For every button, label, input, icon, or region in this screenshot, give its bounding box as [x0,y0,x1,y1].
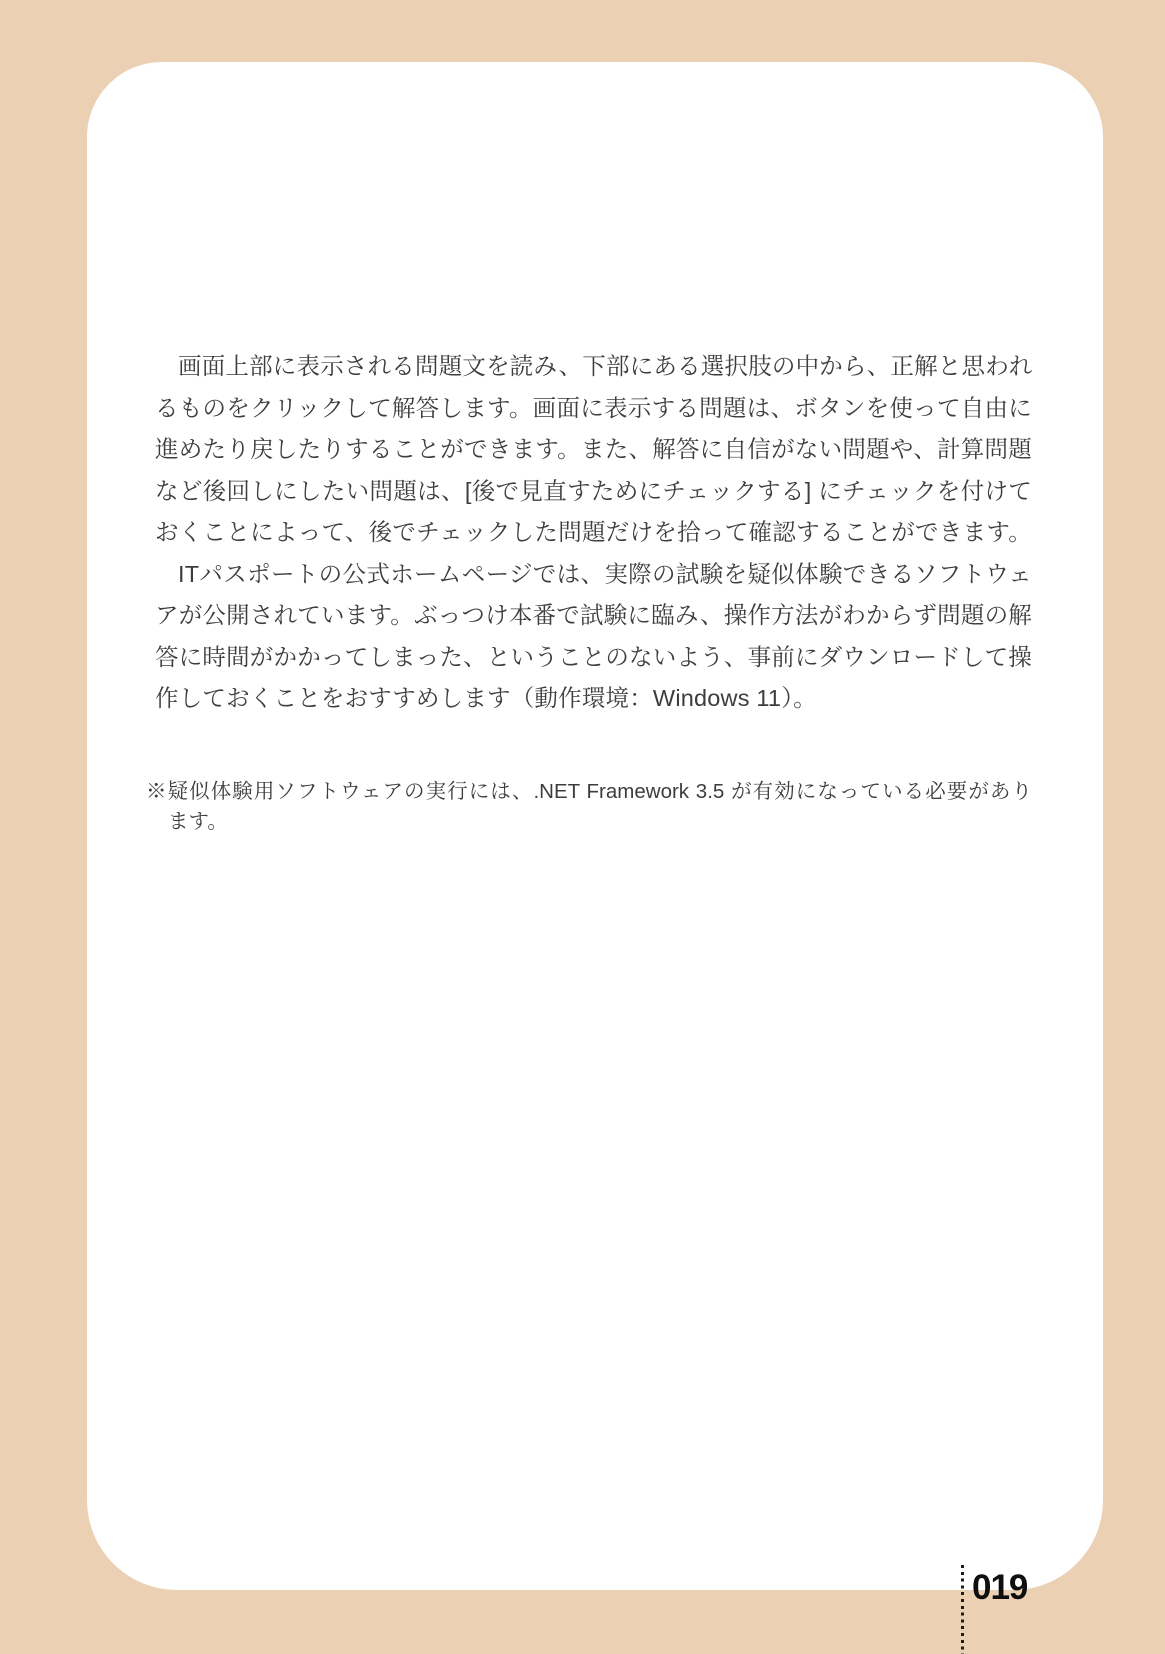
paragraph1-line3: 進めたり戻したりすることができます。また、解答に自信がない問題や、計算問題 [155,436,1032,462]
paragraph2-line3: 答に時間がかかってしまった、ということのないよう、事前にダウンロードして操 [155,643,1032,670]
paragraph1-line4: など後回しにしたい問題は、[後で見直すためにチェックする] にチェックを付けて [155,477,1032,504]
page-number-divider [961,1565,964,1654]
paragraph1-line5: おくことによって、後でチェックした問題だけを拾って確認することができます。 [155,519,1032,545]
paragraph2-line4: 作しておくことをおすすめします（動作環境：Windows 11）。 [155,685,817,711]
body-text [155,346,1032,720]
book-page [87,62,1103,1590]
footnote [146,777,1032,836]
paragraph1-line2: るものをクリックして解答します。画面に表示する問題は、ボタンを使って自由に [155,394,1032,421]
page-number: 019 [972,1568,1028,1607]
footnote-line2: ます。 [168,809,228,833]
paragraph1-line1: 画面上部に表示される問題文を読み、下部にある選択肢の中から、正解と思われ [178,353,1033,379]
paragraph2-line2: アが公開されています。ぶっつけ本番で試験に臨み、操作方法がわからず問題の解 [155,602,1032,628]
paragraph2-line1: ITパスポートの公式ホームページでは、実際の試験を疑似体験できるソフトウェ [178,560,1032,587]
footnote-line1: ※疑似体験用ソフトウェアの実行には、.NET Framework 3.5 が有効になっている必要があり [146,780,1032,803]
